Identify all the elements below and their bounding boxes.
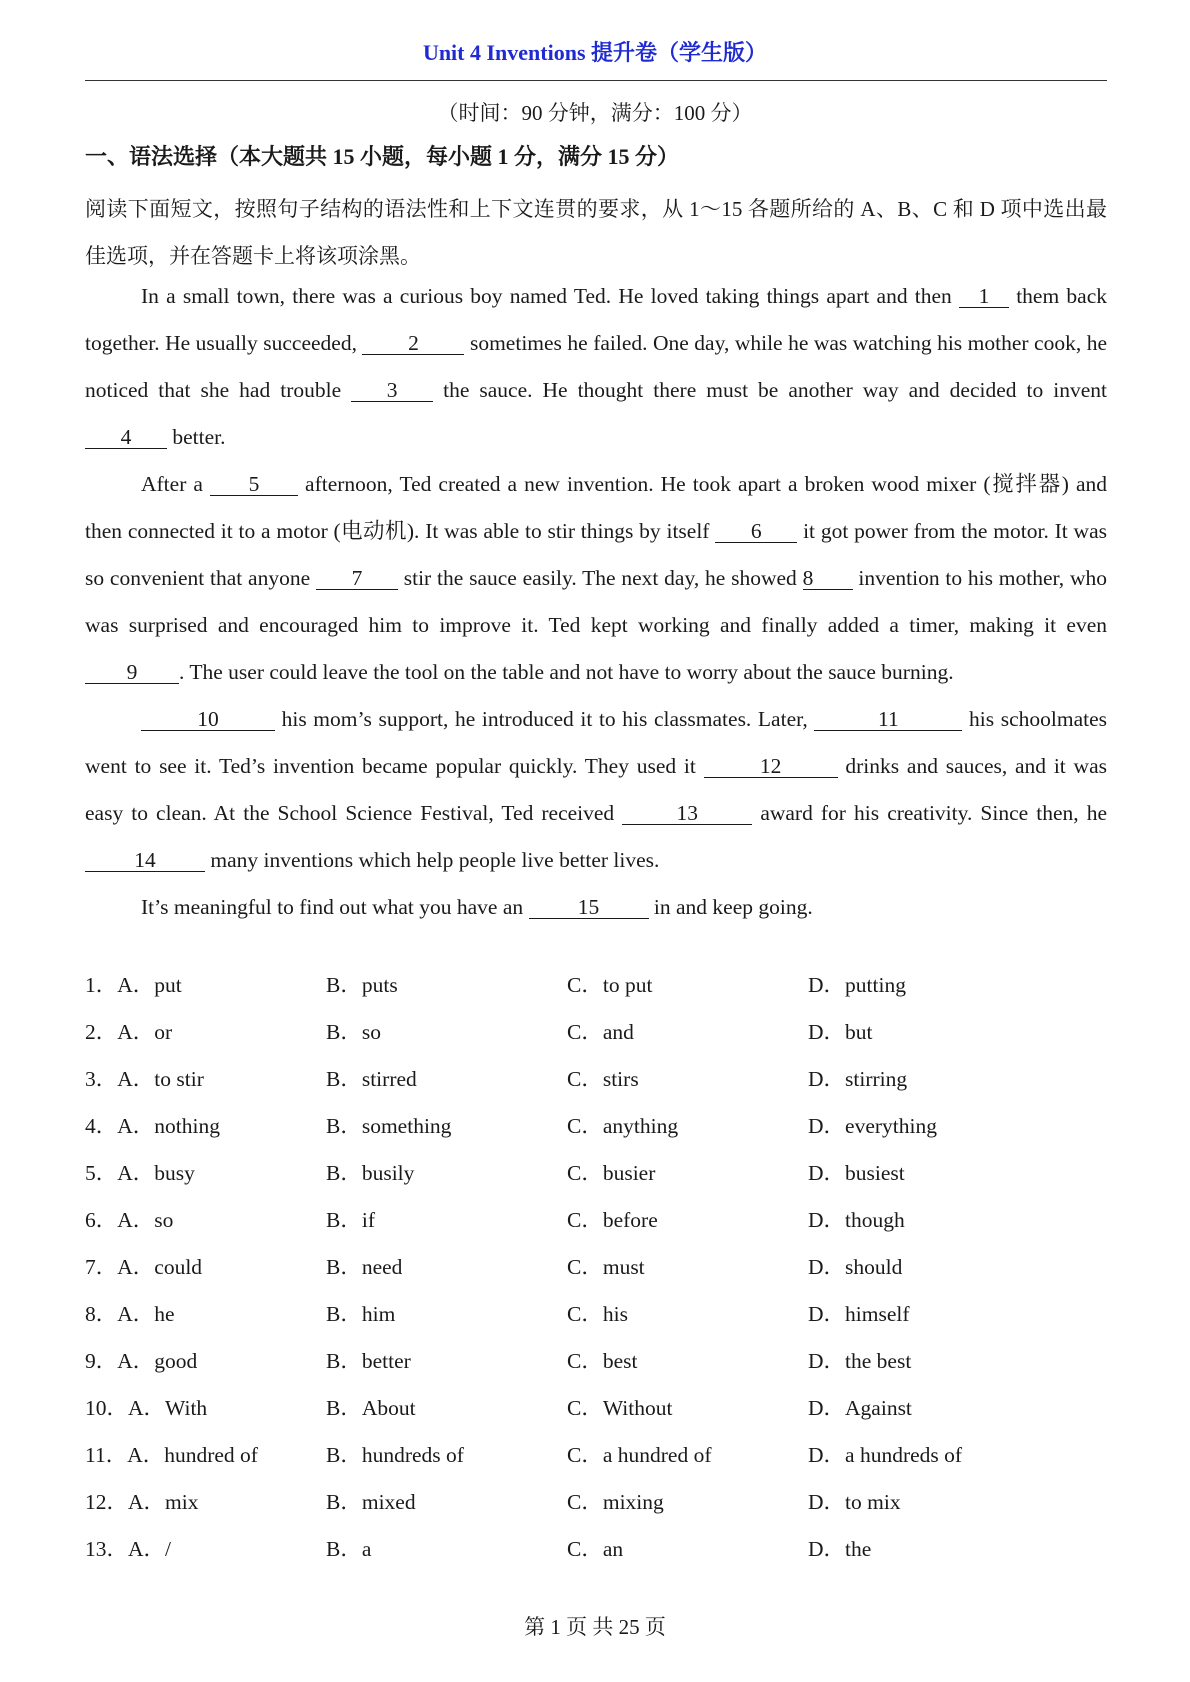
question-number-and-option-a[interactable]	[85, 1015, 172, 1046]
option-b[interactable]: B．mixed	[326, 1490, 416, 1514]
option-c[interactable]: C．a hundred of	[567, 1443, 712, 1467]
option-c[interactable]: C．must	[567, 1255, 645, 1279]
option-a: A．mix	[128, 1490, 199, 1514]
exam-time-and-score: （时间：90 分钟，满分：100 分）	[437, 101, 753, 125]
passage-text: In a small town, there was a curious boy named Ted. He loved taking things apart and then	[141, 284, 959, 308]
option-b[interactable]: B．puts	[326, 973, 398, 997]
option-b[interactable]: B．About	[326, 1396, 416, 1420]
passage-text: afternoon, Ted created a new invention. He took apart a broken wood mixer (搅拌器) and then connected it to a motor (电动机). It was able to stir things by itself	[85, 472, 1107, 543]
question-number-and-option-a[interactable]	[85, 1109, 220, 1140]
blank-6: 6	[715, 520, 797, 543]
option-d[interactable]: D．everything	[808, 1114, 937, 1138]
page-number-footer: 第 1 页 共 25 页	[524, 1615, 666, 1639]
option-a: A．could	[117, 1255, 203, 1279]
blank-5: 5	[210, 473, 298, 496]
passage-text: It’s meaningful to find out what you have an	[141, 895, 529, 919]
blank-8: 8	[803, 567, 853, 590]
option-d[interactable]: D．a hundreds of	[808, 1443, 963, 1467]
passage-text: . The user could leave the tool on the table and not have to worry about the sauce burning.	[179, 660, 954, 684]
option-b[interactable]: B．if	[326, 1208, 375, 1232]
option-c[interactable]: C．before	[567, 1208, 658, 1232]
question-number-and-option-a[interactable]	[85, 1250, 202, 1281]
question-row	[85, 1344, 1107, 1391]
option-c[interactable]: C．an	[567, 1537, 624, 1561]
option-b[interactable]: B．stirred	[326, 1067, 417, 1091]
passage-text: stir the sauce easily. The next day, he showed	[397, 566, 803, 590]
option-a: A．so	[117, 1208, 174, 1232]
passage-text: invention to his mother, who was surprised and encouraged him to improve it. Ted kept working and finally added a timer, making it even	[85, 566, 1107, 637]
option-c[interactable]: C．stirs	[567, 1067, 639, 1091]
option-a: A．/	[128, 1537, 172, 1561]
option-a: A．to stir	[117, 1067, 204, 1091]
blank-2: 2	[362, 332, 464, 355]
blank-13: 13	[622, 802, 752, 825]
question-number: 6．	[85, 1208, 118, 1232]
question-row	[85, 968, 1107, 1015]
option-d[interactable]: D．Against	[808, 1396, 912, 1420]
option-b[interactable]: B．something	[326, 1114, 452, 1138]
option-b[interactable]: B．hundreds of	[326, 1443, 464, 1467]
option-d[interactable]: D．but	[808, 1020, 873, 1044]
option-a: A．or	[117, 1020, 173, 1044]
passage-text: After a	[141, 472, 210, 496]
question-number-and-option-a[interactable]	[85, 1344, 197, 1375]
question-number: 11．	[85, 1443, 128, 1467]
blank-4: 4	[85, 426, 167, 449]
question-row	[85, 1250, 1107, 1297]
passage-text: better.	[167, 425, 226, 449]
question-number-and-option-a[interactable]	[85, 1156, 195, 1187]
passage-text: them back together. He usually succeeded,	[85, 284, 1107, 355]
option-b[interactable]: B．better	[326, 1349, 411, 1373]
question-row	[85, 1203, 1107, 1250]
option-b[interactable]: B．busily	[326, 1161, 415, 1185]
passage-text: the sauce. He thought there must be another way and decided to invent	[433, 378, 1107, 402]
option-d[interactable]: D．the best	[808, 1349, 912, 1373]
option-d[interactable]: D．though	[808, 1208, 905, 1232]
option-c[interactable]: C．mixing	[567, 1490, 664, 1514]
question-number: 7．	[85, 1255, 118, 1279]
option-d[interactable]: D．busiest	[808, 1161, 905, 1185]
option-a: A．nothing	[117, 1114, 220, 1138]
option-c[interactable]: C．Without	[567, 1396, 673, 1420]
passage-text: his schoolmates went to see it. Ted’s invention became popular quickly. They used it	[85, 707, 1108, 778]
question-number-and-option-a[interactable]	[85, 1391, 207, 1422]
option-a: A．he	[117, 1302, 175, 1326]
option-d[interactable]: D．should	[808, 1255, 903, 1279]
option-b[interactable]: B．him	[326, 1302, 396, 1326]
question-number: 9．	[85, 1349, 118, 1373]
question-number-and-option-a[interactable]	[85, 1438, 258, 1469]
option-a: A．hundred of	[127, 1443, 258, 1467]
passage-text: his mom’s support, he introduced it to his classmates. Later,	[275, 707, 815, 731]
section-heading: 一、语法选择（本大题共 15 小题，每小题 1 分，满分 15 分）	[85, 144, 680, 169]
question-number-and-option-a[interactable]	[85, 1297, 175, 1328]
question-number: 12．	[85, 1490, 129, 1514]
question-number: 5．	[85, 1161, 118, 1185]
blank-1: 1	[959, 285, 1009, 308]
question-number-and-option-a[interactable]	[85, 1203, 173, 1234]
option-a: A．good	[117, 1349, 198, 1373]
question-number-and-option-a[interactable]	[85, 968, 182, 999]
blank-10: 10	[141, 708, 275, 731]
passage-paragraph-4	[85, 884, 1107, 931]
reading-passage	[85, 273, 1107, 931]
passage-paragraph-2	[85, 461, 1107, 696]
option-c[interactable]: C．anything	[567, 1114, 679, 1138]
question-row	[85, 1391, 1107, 1438]
option-b[interactable]: B．a	[326, 1537, 372, 1561]
answer-options	[85, 968, 1107, 1579]
blank-11: 11	[814, 708, 962, 731]
blank-12: 12	[704, 755, 838, 778]
question-row	[85, 1438, 1107, 1485]
question-row	[85, 1532, 1107, 1579]
question-number-and-option-a[interactable]	[85, 1485, 199, 1516]
header-divider	[85, 80, 1107, 81]
blank-9: 9	[85, 661, 179, 684]
question-number: 10．	[85, 1396, 129, 1420]
question-row	[85, 1156, 1107, 1203]
option-c[interactable]: C．busier	[567, 1161, 656, 1185]
option-d[interactable]: D．to mix	[808, 1490, 901, 1514]
passage-text: it got power from the motor. It was so convenient that anyone	[85, 519, 1107, 590]
question-number: 13．	[85, 1537, 129, 1561]
question-row	[85, 1109, 1107, 1156]
option-a: A．busy	[117, 1161, 195, 1185]
option-a: A．With	[128, 1396, 208, 1420]
blank-14: 14	[85, 849, 205, 872]
option-c[interactable]: C．and	[567, 1020, 634, 1044]
question-row	[85, 1297, 1107, 1344]
question-number-and-option-a[interactable]	[85, 1532, 171, 1563]
question-number-and-option-a[interactable]	[85, 1062, 204, 1093]
option-c[interactable]: C．best	[567, 1349, 638, 1373]
option-d[interactable]: D．himself	[808, 1302, 910, 1326]
passage-text: drinks and sauces, and it was easy to clean. At the School Science Festival, Ted received	[85, 754, 1107, 825]
question-number: 3．	[85, 1067, 118, 1091]
option-a: A．put	[117, 973, 182, 997]
option-d[interactable]: D．the	[808, 1537, 872, 1561]
option-b[interactable]: B．so	[326, 1020, 381, 1044]
option-b[interactable]: B．need	[326, 1255, 403, 1279]
option-d[interactable]: D．putting	[808, 973, 906, 997]
question-number: 8．	[85, 1302, 118, 1326]
option-c[interactable]: C．to put	[567, 973, 653, 997]
option-c[interactable]: C．his	[567, 1302, 628, 1326]
option-d[interactable]: D．stirring	[808, 1067, 908, 1091]
question-number: 1．	[85, 973, 118, 997]
passage-text: sometimes he failed. One day, while he was watching his mother cook, he noticed that she had trouble	[85, 331, 1107, 402]
question-number: 2．	[85, 1020, 118, 1044]
blank-15: 15	[529, 896, 649, 919]
question-row	[85, 1015, 1107, 1062]
document-title: Unit 4 Inventions 提升卷（学生版）	[422, 40, 768, 65]
blank-3: 3	[351, 379, 433, 402]
question-row	[85, 1062, 1107, 1109]
section-instructions: 阅读下面短文，按照句子结构的语法性和上下文连贯的要求，从 1～15 各题所给的 A、B、C 和 D 项中选出最佳选项，并在答题卡上将该项涂黑。	[85, 197, 1107, 268]
question-number: 4．	[85, 1114, 118, 1138]
blank-7: 7	[316, 567, 398, 590]
passage-text: in and keep going.	[648, 895, 813, 919]
passage-text: many inventions which help people live better lives.	[205, 848, 660, 872]
passage-paragraph-1	[85, 273, 1107, 461]
question-row	[85, 1485, 1107, 1532]
passage-text: award for his creativity. Since then, he	[752, 801, 1107, 825]
passage-paragraph-3	[85, 696, 1107, 884]
